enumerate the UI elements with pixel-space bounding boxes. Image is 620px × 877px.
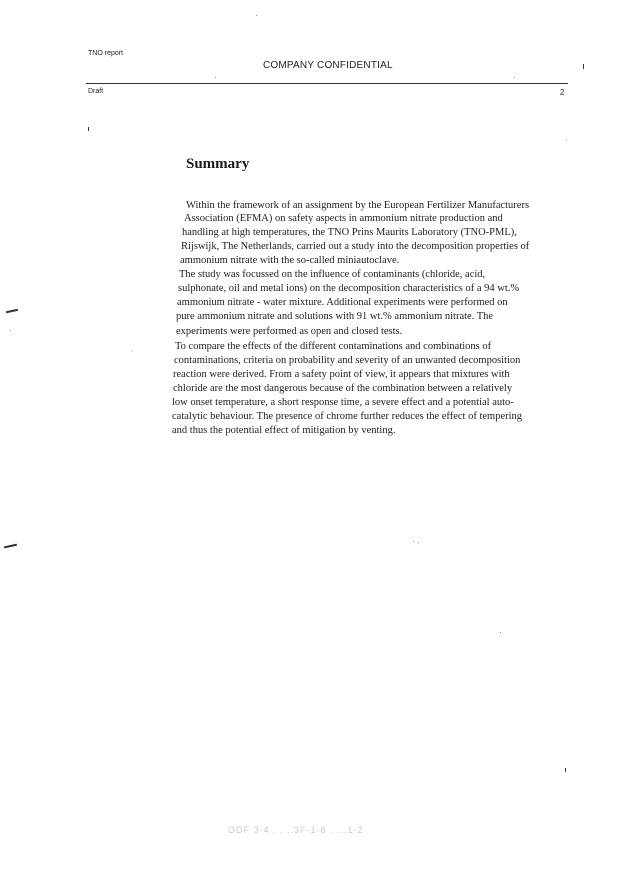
summary-line: To compare the effects of the different contaminations and combinations of (175, 341, 492, 352)
faint-document-stamp: ODF 3-4 . . ..3F-1-6 . ...1-2 (228, 825, 364, 835)
summary-line: sulphonate, oil and metal ions) on the decomposition characteristics of a 94 wt.% (178, 283, 520, 294)
summary-line: ammonium nitrate - water mixture. Additional experiments were performed on (177, 297, 508, 308)
scan-mark (583, 64, 584, 69)
page-number: 2 (560, 88, 565, 97)
summary-line: ammonium nitrate with the so-called miniautoclave. (180, 255, 400, 266)
scan-mark (565, 768, 566, 772)
summary-line: low onset temperature, a short response time, a severe effect and a potential auto- (172, 397, 514, 408)
scan-mark (6, 309, 18, 313)
header-rule (86, 83, 568, 84)
summary-line: catalytic behaviour. The presence of chrome further reduces the effect of tempering (172, 411, 523, 422)
summary-line: contaminations, criteria on probability and severity of an unwanted decomposition (174, 355, 521, 366)
scan-speck (256, 15, 257, 16)
scan-speck (10, 330, 11, 331)
confidentiality-notice: COMPANY CONFIDENTIAL (263, 60, 393, 71)
scan-speck (566, 140, 567, 141)
scan-speck (418, 542, 419, 543)
scan-speck (132, 350, 133, 351)
summary-heading: Summary (186, 156, 250, 172)
summary-line: experiments were performed as open and closed tests. (176, 326, 403, 337)
summary-line: handling at high temperatures, the TNO Prins Maurits Laboratory (TNO-PML), (182, 227, 517, 238)
scan-speck (413, 541, 414, 542)
scan-speck (215, 77, 216, 78)
scan-mark (4, 544, 17, 549)
summary-line: and thus the potential effect of mitigation by venting. (172, 425, 396, 436)
summary-line: reaction were derived. From a safety point of view, it appears that mixtures with (173, 369, 510, 380)
summary-line: Rijswijk, The Netherlands, carried out a study into the decomposition properties of (181, 241, 530, 252)
summary-line: chloride are the most dangerous because of the combination between a relatively (173, 383, 513, 394)
summary-line: pure ammonium nitrate and solutions with 91 wt.% ammonium nitrate. The (176, 311, 494, 322)
scan-mark (88, 127, 89, 131)
scan-speck (514, 77, 515, 78)
scan-speck (500, 632, 501, 633)
summary-line: Association (EFMA) on safety aspects in ammonium nitrate production and (184, 213, 503, 224)
draft-label: Draft (88, 88, 104, 95)
summary-line: Within the framework of an assignment by the European Fertilizer Manufacturers (186, 200, 530, 211)
summary-line: The study was focussed on the influence of contaminants (chloride, acid, (179, 269, 486, 280)
report-label: TNO report (88, 50, 124, 57)
